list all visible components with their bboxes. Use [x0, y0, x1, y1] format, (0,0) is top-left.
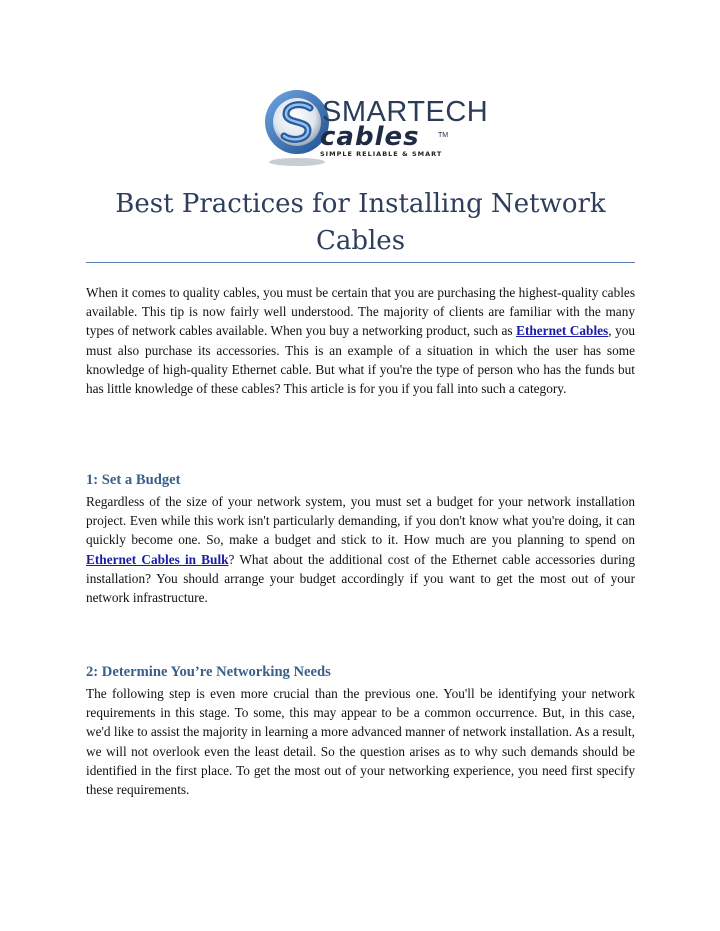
- section1-text-start: Regardless of the size of your network system, you must set a budget for your network installation project. Even while this work isn't particularly demanding, if you don't know what you're doing, it can quickly become one. So, make a budget and stick to it. How much are you planning to spend on: [86, 494, 635, 548]
- title-divider: [86, 262, 635, 263]
- intro-text-start: When it comes to quality cables, you must be certain that you are purchasing the highest-quality cables available. This tip is now fairly well understood. The majority of clients are familiar with the many types of network cables available. When you buy a networking product, such as: [86, 285, 635, 339]
- intro-paragraph: [86, 283, 635, 398]
- section2-paragraph: The following step is even more crucial than the previous one. You'll be identifying your network requirements in this stage. To some, this may appear to be a common occurrence. But, in this case, we'd like to assist the majority in learning a more advanced manner of network installation. As a result, we will not overlook even the least detail. So the question arises as to why such demands should be identified in the first place. To get the most out of your networking experience, you need first specify these requirements.: [86, 686, 635, 798]
- logo-trademark: TM: [438, 132, 449, 139]
- logo-tagline: SIMPLE RELIABLE & SMART: [320, 150, 443, 158]
- section1-heading: 1: Set a Budget: [86, 472, 181, 488]
- document-title: Best Practices for Installing Network Cables: [115, 189, 606, 256]
- smartech-cables-logo: [262, 84, 489, 172]
- section1-paragraph: [86, 492, 635, 607]
- logo-wordmark-bottom: cables: [320, 122, 420, 152]
- section2-heading: 2: Determine You’re Networking Needs: [86, 664, 331, 680]
- ethernet-cables-in-bulk-link[interactable]: Ethernet Cables in Bulk: [86, 551, 229, 567]
- section1-text-end: ? What about the additional cost of the Ethernet cable accessories during installation? You should arrange your budget accordingly if you want to get the most out of your network infrastructure.: [86, 551, 635, 606]
- ethernet-cables-link[interactable]: Ethernet Cables: [516, 323, 609, 339]
- logo-wordmark-top: SMARTECH: [322, 96, 489, 128]
- intro-text-end: , you must also purchase its accessories. This is an example of a situation in which the user has some knowledge of high-quality Ethernet cable. But what if you're the type of person who has the funds but has little knowledge of these cables? This article is for you if you fall into such a category.: [86, 323, 636, 397]
